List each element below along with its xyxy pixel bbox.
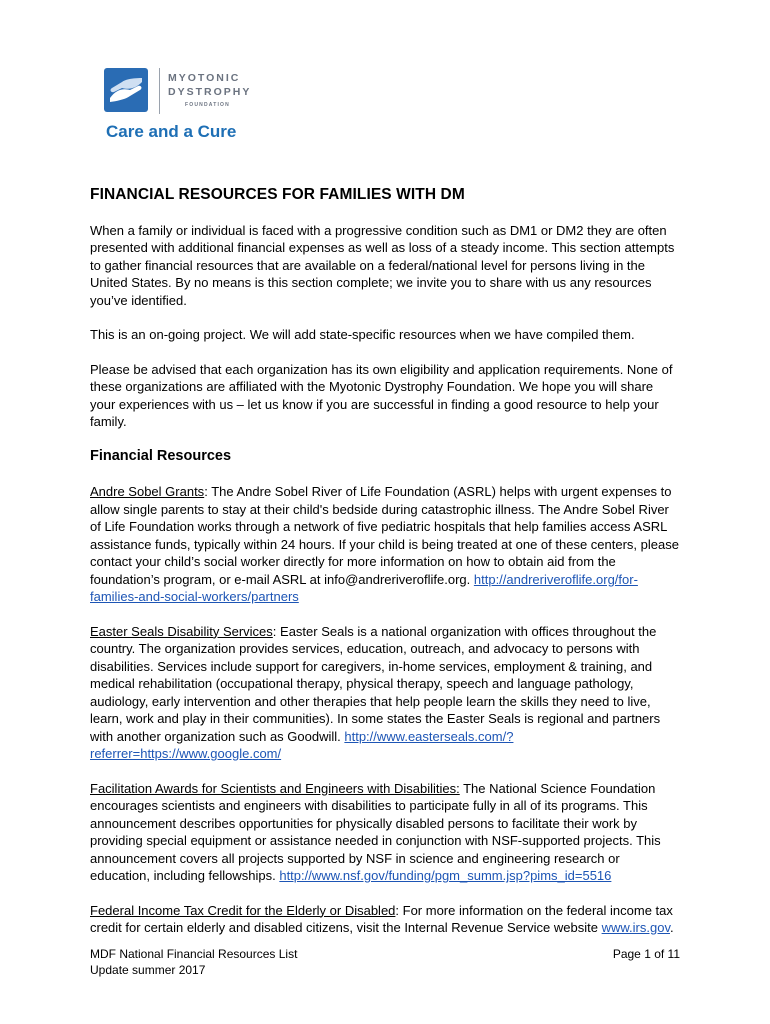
resource-link[interactable]: http://andreriveroflife.org/for-families-and-social-workers/partners xyxy=(90,571,638,604)
resource-link[interactable]: www.irs.gov xyxy=(601,920,670,935)
page-number: Page 1 of 11 xyxy=(612,947,680,961)
logo-text-foundation: FOUNDATION xyxy=(185,102,230,108)
resource-entry xyxy=(90,902,680,937)
hands-logo-icon xyxy=(104,68,148,112)
section-heading: Financial Resources xyxy=(90,447,232,464)
intro-paragraph: This is an on-going project. We will add state-specific resources when we have compiled them. xyxy=(90,327,635,342)
resource-entry xyxy=(90,780,680,885)
resource-description: Easter Seals is a national organization with offices throughout the country. The organization provides services, education, outreach, and advocacy to persons with disabilities. Services include support for caregivers, in-home services, employment & training, and medical rehabilitation (occupational therapy, physical therapy, speech and language pathology, audiology, early intervention and other therapies that help people learn the skills they need to live, learn, work and play in their communities). In some states the Easter Seals is regional and partners with another organization such as Goodwill. xyxy=(90,623,661,744)
logo-text-myotonic: MYOTONIC xyxy=(168,72,241,84)
resource-separator: : xyxy=(204,484,212,499)
resource-link[interactable]: http://www.nsf.gov/funding/pgm_summ.jsp?pims_id=5516 xyxy=(279,868,612,883)
resource-description: For more information on the federal income tax credit for certain elderly and disabled citizens, visit the Internal Revenue Service website xyxy=(90,902,673,935)
intro-paragraph: When a family or individual is faced with a progressive condition such as DM1 or DM2 they are often presented with additional financial expenses as well as loss of a steady income. This section attempts to gather financial resources that are available on a federal/national level for persons living in the United States. By no means is this section complete; we invite you to share with us any resources you’ve identified. xyxy=(90,222,675,308)
document-body xyxy=(90,186,680,954)
resource-description: The National Science Foundation encourages scientists and engineers with disabilities to participate fully in all of its programs. This announcement describes opportunities for physically disabled persons to facilitate their work by providing special equipment or assistance needed in conjunction with NSF-supported projects. This announcement covers all projects supported by NSF in science and engineering research or education, including fellowships. xyxy=(90,780,661,883)
intro-paragraph: Please be advised that each organization has its own eligibility and application requirements. None of these organizations are affiliated with the Myotonic Dystrophy Foundation. We hope you will share your experiences with us – let us know if you are successful in finding a good resource to help your family. xyxy=(90,361,673,429)
resource-separator: : xyxy=(272,623,281,639)
page-title: FINANCIAL RESOURCES FOR FAMILIES WITH DM xyxy=(90,186,465,203)
page-footer xyxy=(90,946,680,978)
logo-text-dystrophy: DYSTROPHY xyxy=(168,86,252,98)
foundation-logo xyxy=(104,66,264,150)
resource-entry xyxy=(90,483,680,606)
resource-name: Facilitation Awards for Scientists and Engineers with Disabilities: xyxy=(90,780,460,796)
footer-doc-name: MDF National Financial Resources List xyxy=(90,947,298,961)
logo-divider xyxy=(159,68,160,114)
resource-trailing: . xyxy=(669,920,674,935)
footer-update: Update summer 2017 xyxy=(90,963,206,977)
resource-entry xyxy=(90,623,680,763)
resource-link[interactable]: http://www.easterseals.com/?referrer=https://www.google.com/ xyxy=(90,728,514,761)
logo-tagline: Care and a Cure xyxy=(106,122,237,141)
resource-name: Easter Seals Disability Services xyxy=(90,623,273,639)
resource-description: The Andre Sobel River of Life Foundation (ASRL) helps with urgent expenses to allow single parents to stay at their child's bedside during catastrophic illness. The Andre Sobel River of Life Foundation works through a network of five pediatric hospitals that help families access ASRL assistance funds, typically within 24 hours. If your child is being treated at one of these centers, please contact your child’s social worker directly for more information on how to obtain aid from the foundation’s program, or e-mail ASRL at info@andreriveroflife.org. xyxy=(90,484,679,587)
resource-name: Federal Income Tax Credit for the Elderly or Disabled xyxy=(90,902,396,918)
resource-separator: : xyxy=(395,902,403,918)
resource-name: Andre Sobel Grants xyxy=(90,484,205,499)
